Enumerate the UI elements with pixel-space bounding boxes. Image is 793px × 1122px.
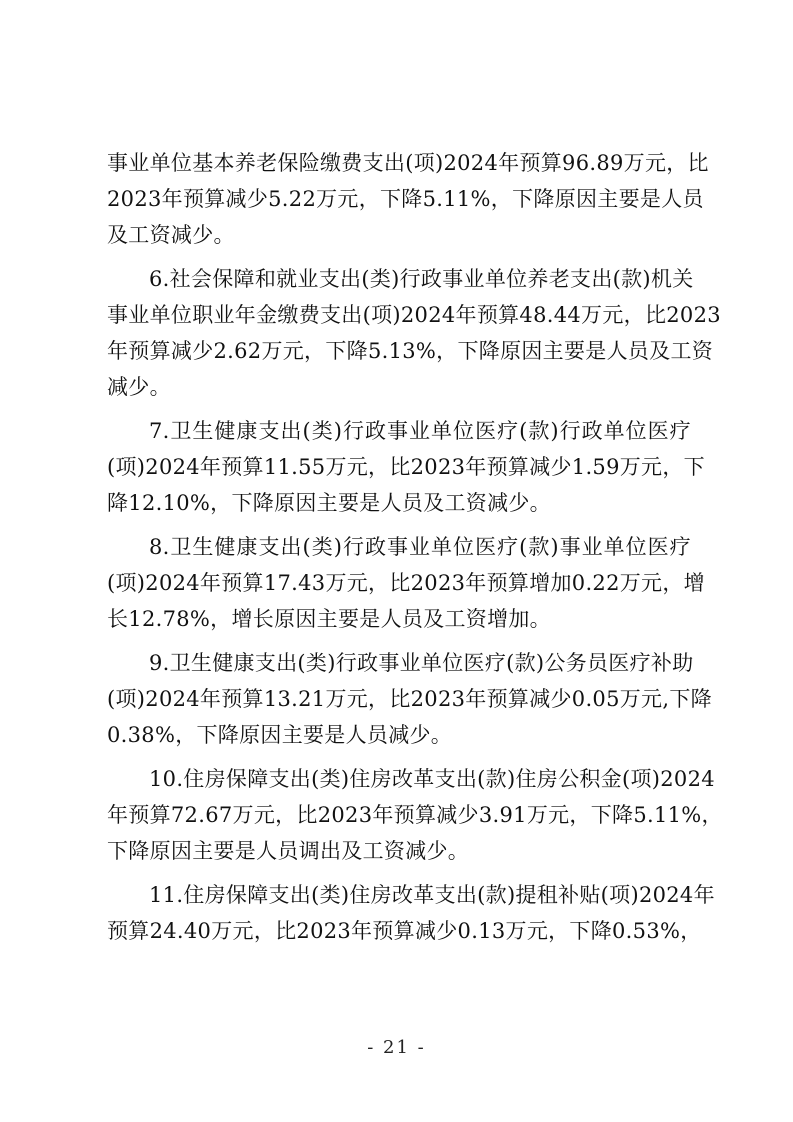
- text-line: 9.卫生健康支出(类)行政事业单位医疗(款)公务员医疗补助: [149, 651, 694, 675]
- paragraph-gap: [107, 753, 691, 761]
- text-line: 年预算减少2.62万元，下降5.13%，下降原因主要是人员及工资: [107, 339, 714, 363]
- paragraph-gap: [107, 637, 691, 645]
- text-line: 下降原因主要是人员调出及工资减少。: [107, 839, 470, 863]
- text-line: 10.住房保障支出(类)住房改革支出(款)住房公积金(项)2024: [149, 767, 715, 791]
- text-line: 降12.10%，下降原因主要是人员及工资减少。: [107, 491, 551, 515]
- text-line: 事业单位基本养老保险缴费支出(项)2024年预算96.89万元，比: [107, 151, 709, 175]
- text-line: 8.卫生健康支出(类)行政事业单位医疗(款)事业单位医疗: [149, 535, 691, 559]
- document-body: [107, 145, 723, 949]
- paragraph-gap: [107, 405, 691, 413]
- text-line: 2023年预算减少5.22万元，下降5.11%，下降原因主要是人员: [107, 187, 704, 211]
- paragraph-gap: [107, 869, 691, 877]
- text-line: (项)2024年预算17.43万元，比2023年预算增加0.22万元，增: [107, 571, 705, 595]
- paragraph: [107, 877, 715, 949]
- text-line: 及工资减少。: [107, 223, 235, 247]
- text-line: 事业单位职业年金缴费支出(项)2024年预算48.44万元，比2023: [107, 303, 721, 327]
- paragraph: [107, 761, 723, 869]
- text-line: (项)2024年预算11.55万元，比2023年预算减少1.59万元，下: [107, 455, 705, 479]
- text-line: 0.38%，下降原因主要是人员减少。: [107, 723, 453, 747]
- paragraph: [107, 261, 721, 405]
- text-line: 长12.78%，增长原因主要是人员及工资增加。: [107, 607, 551, 631]
- paragraph: [107, 413, 705, 521]
- text-line: 减少。: [107, 375, 171, 399]
- text-line: 11.住房保障支出(类)住房改革支出(款)提租补贴(项)2024年: [149, 883, 715, 907]
- paragraph-gap: [107, 253, 691, 261]
- text-line: 预算24.40万元，比2023年预算减少0.13万元，下降0.53%，: [107, 919, 702, 943]
- page-number: - 21 -: [367, 1037, 426, 1058]
- paragraph: [107, 529, 705, 637]
- text-line: (项)2024年预算13.21万元，比2023年预算减少0.05万元,下降: [107, 687, 712, 711]
- text-line: 6.社会保障和就业支出(类)行政事业单位养老支出(款)机关: [149, 267, 694, 291]
- paragraph: [107, 145, 709, 253]
- paragraph: [107, 645, 712, 753]
- text-line: 7.卫生健康支出(类)行政事业单位医疗(款)行政单位医疗: [149, 419, 691, 443]
- text-line: 年预算72.67万元，比2023年预算减少3.91万元，下降5.11%，: [107, 803, 723, 827]
- paragraph-gap: [107, 521, 691, 529]
